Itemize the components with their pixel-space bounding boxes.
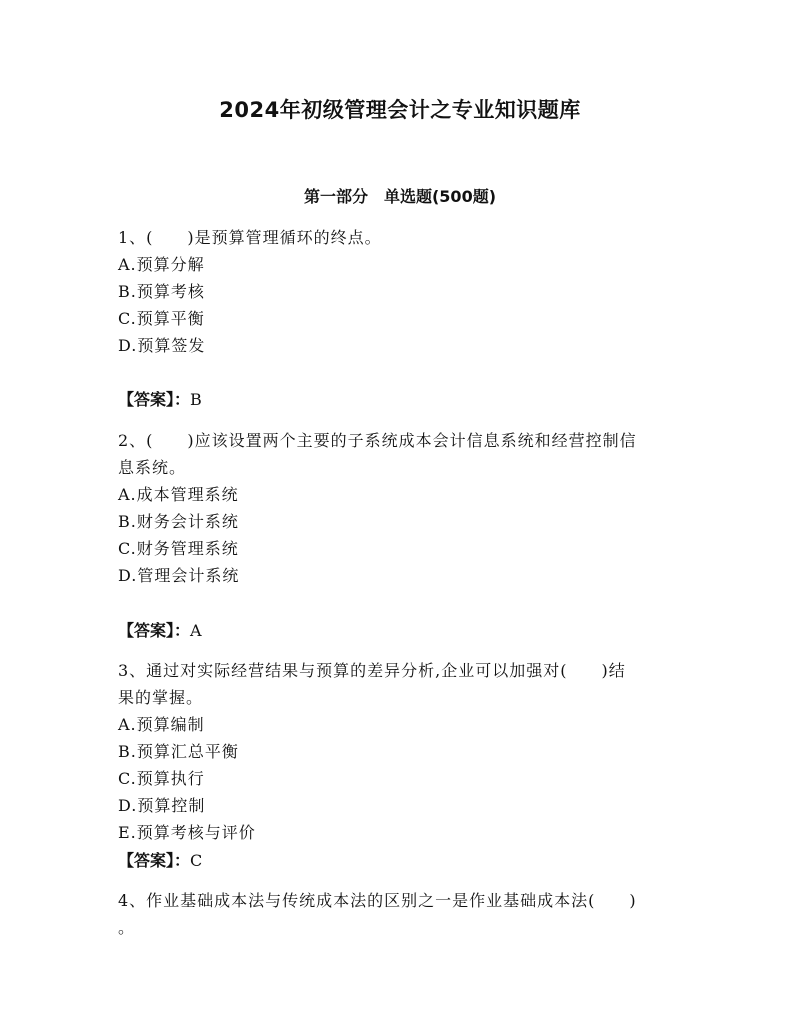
question-2-answer — [118, 620, 203, 642]
question-1-stem: 1、( )是预算管理循环的终点。 — [118, 228, 382, 247]
question-2-option-d: D.管理会计系统 — [118, 566, 240, 585]
answer-label: 【答案】： — [118, 621, 191, 640]
question-2-stem-line-1: 2、( )应该设置两个主要的子系统成本会计信息系统和经营控制信 — [118, 431, 637, 450]
answer-value: C — [190, 851, 204, 870]
question-3-stem-line-1: 3、通过对实际经营结果与预算的差异分析,企业可以加强对( )结 — [118, 661, 626, 680]
question-2-option-a: A.成本管理系统 — [118, 485, 239, 504]
question-1-option-d: D.预算签发 — [118, 336, 206, 355]
question-4-stem-line-1: 4、作业基础成本法与传统成本法的区别之一是作业基础成本法( ) — [118, 891, 637, 910]
question-1-option-b: B.预算考核 — [118, 282, 205, 301]
page-title: 2024年初级管理会计之专业知识题库 — [219, 98, 581, 122]
question-4-stem-line-2: 。 — [118, 918, 136, 937]
answer-label: 【答案】： — [118, 390, 191, 409]
section-heading: 第一部分 单选题(500题) — [303, 187, 497, 206]
question-3-option-b: B.预算汇总平衡 — [118, 742, 239, 761]
question-3-option-e: E.预算考核与评价 — [118, 823, 256, 842]
question-2-option-c: C.财务管理系统 — [118, 539, 239, 558]
question-3-option-c: C.预算执行 — [118, 769, 205, 788]
question-1-option-c: C.预算平衡 — [118, 309, 205, 328]
answer-label: 【答案】： — [118, 851, 191, 870]
question-3-option-d: D.预算控制 — [118, 796, 206, 815]
answer-value: B — [190, 390, 203, 409]
question-2-stem-line-2: 息系统。 — [118, 458, 187, 477]
question-1-answer — [118, 389, 203, 411]
question-2-option-b: B.财务会计系统 — [118, 512, 239, 531]
question-3-option-a: A.预算编制 — [118, 715, 205, 734]
answer-value: A — [190, 621, 203, 640]
question-3-stem-line-2: 果的掌握。 — [118, 688, 204, 707]
question-1-option-a: A.预算分解 — [118, 255, 205, 274]
question-3-answer — [118, 850, 203, 872]
